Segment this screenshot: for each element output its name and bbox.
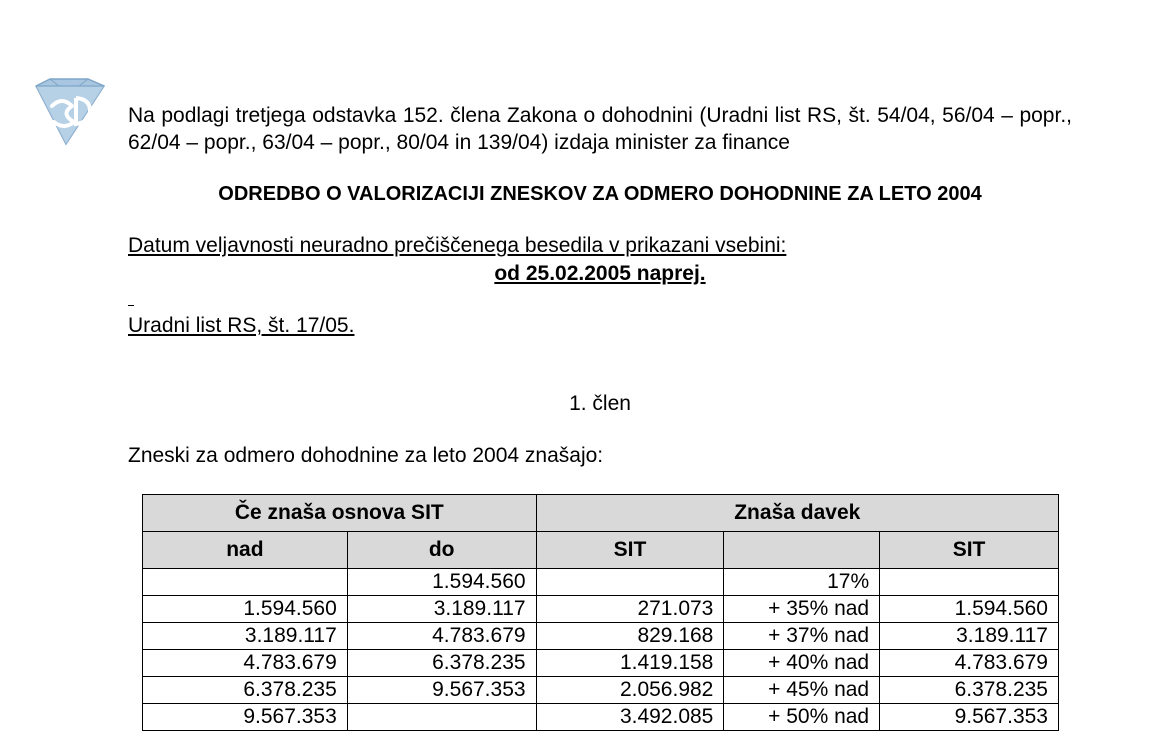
- intro-paragraph: Na podlagi tretjega odstavka 152. člena Zakona o dohodnini (Uradni list RS, št. 54/04, 56/04 – popr., 62/04 – popr., 63/04 – popr., 80/04 in 139/04) izdaja minister za finance: [128, 104, 1072, 154]
- cell-nad: [143, 569, 348, 596]
- validity-label: Datum veljavnosti neuradno prečiščenega besedila v prikazani vsebini:: [128, 234, 787, 257]
- cell-over: 3.189.117: [880, 623, 1059, 650]
- table-row: [143, 596, 1059, 623]
- cell-do: 1.594.560: [347, 569, 536, 596]
- column-group-base: Če znaša osnova SIT: [143, 495, 537, 532]
- cell-over: 1.594.560: [880, 596, 1059, 623]
- cell-tax: 3.492.085: [536, 704, 724, 731]
- cell-nad: 6.378.235: [143, 677, 348, 704]
- column-header-sit: SIT: [536, 532, 724, 569]
- cell-nad: 3.189.117: [143, 623, 348, 650]
- table-row: [143, 569, 1059, 596]
- column-header-rate: [724, 532, 880, 569]
- cell-over: 4.783.679: [880, 650, 1059, 677]
- cell-rate: + 35% nad: [724, 596, 880, 623]
- table-row: [143, 650, 1059, 677]
- cell-do: 3.189.117: [347, 596, 536, 623]
- lead-sentence: Zneski za odmero dohodnine za leto 2004 znašajo:: [128, 444, 604, 467]
- cell-tax: 2.056.982: [536, 677, 724, 704]
- cell-tax: 1.419.158: [536, 650, 724, 677]
- cell-tax: [536, 569, 724, 596]
- table-row: [143, 677, 1059, 704]
- cell-nad: 1.594.560: [143, 596, 348, 623]
- table-group-header-row: [143, 495, 1059, 532]
- column-header-sit-over: SIT: [880, 532, 1059, 569]
- cell-over: 9.567.353: [880, 704, 1059, 731]
- validity-date: od 25.02.2005 naprej.: [494, 262, 706, 285]
- cell-nad: 9.567.353: [143, 704, 348, 731]
- cell-nad: 4.783.679: [143, 650, 348, 677]
- cell-do: 9.567.353: [347, 677, 536, 704]
- cell-rate: + 40% nad: [724, 650, 880, 677]
- divider-mark: [128, 305, 134, 306]
- column-header-do: do: [347, 532, 536, 569]
- table-row: [143, 704, 1059, 731]
- cell-rate: 17%: [724, 569, 880, 596]
- cell-tax: 271.073: [536, 596, 724, 623]
- column-header-nad: nad: [143, 532, 348, 569]
- cell-over: [880, 569, 1059, 596]
- cell-do: 4.783.679: [347, 623, 536, 650]
- cell-do: [347, 704, 536, 731]
- cell-rate: + 37% nad: [724, 623, 880, 650]
- cell-tax: 829.168: [536, 623, 724, 650]
- column-group-tax: Znaša davek: [536, 495, 1058, 532]
- article-heading: 1. člen: [569, 392, 631, 415]
- document-title: ODREDBO O VALORIZACIJI ZNESKOV ZA ODMERO DOHODNINE ZA LETO 2004: [218, 183, 982, 205]
- tax-table: [142, 494, 1059, 731]
- table-header-row: [143, 532, 1059, 569]
- gazette-logo-icon: [26, 76, 112, 148]
- gazette-reference: Uradni list RS, št. 17/05.: [128, 314, 355, 337]
- cell-rate: + 50% nad: [724, 704, 880, 731]
- cell-rate: + 45% nad: [724, 677, 880, 704]
- cell-do: 6.378.235: [347, 650, 536, 677]
- cell-over: 6.378.235: [880, 677, 1059, 704]
- table-row: [143, 623, 1059, 650]
